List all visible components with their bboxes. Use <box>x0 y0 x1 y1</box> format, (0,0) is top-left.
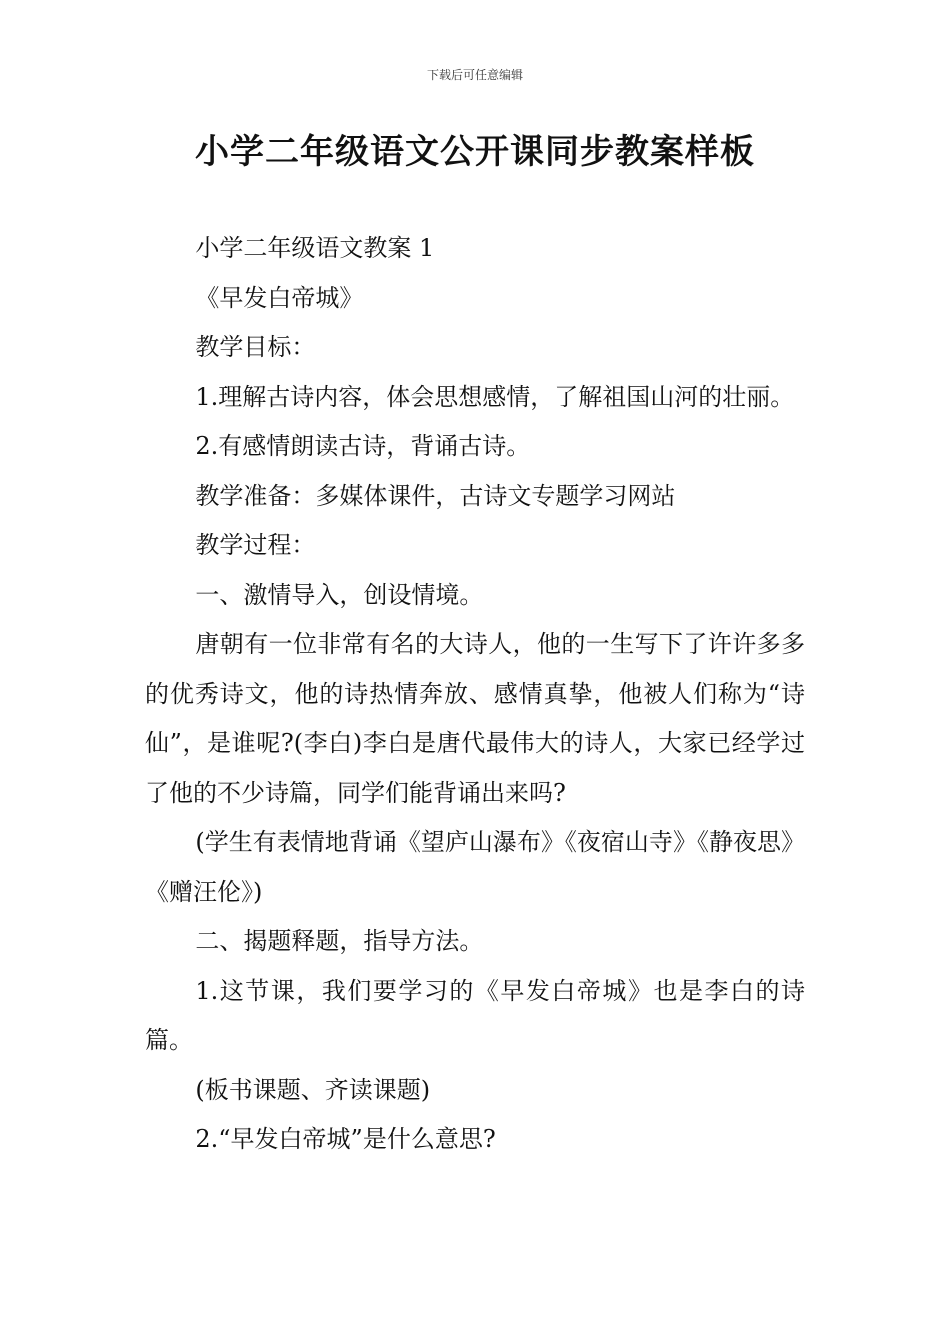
paragraph-poem-title: 《早发白帝城》 <box>195 283 364 312</box>
paragraph-process-label: 教学过程： <box>195 531 316 559</box>
paragraph-section-2-heading: 二、揭题释题，指导方法。 <box>195 927 484 955</box>
paragraph-preparation: 教学准备：多媒体课件，古诗文专题学习网站 <box>195 481 676 510</box>
paragraph-recitation-note: (学生有表情地背诵《望庐山瀑布》《夜宿山寺》《静夜思》《赠汪伦》) <box>145 828 805 906</box>
paragraph-lesson-heading: 小学二年级语文教案 1 <box>195 234 435 262</box>
document-body <box>145 224 805 1165</box>
paragraph-section-1-heading: 一、激情导入，创设情境。 <box>195 580 484 609</box>
paragraph-intro-text: 唐朝有一位非常有名的大诗人，他的一生写下了许许多多的优秀诗文，他的诗热情奔放、感情真挚，他被人们称为“诗仙”，是谁呢?(李白)李白是唐代最伟大的诗人，大家已经学过了他的不少诗篇，同学们能背诵出来吗? <box>145 630 805 807</box>
paragraph-objective-2: 2.有感情朗读古诗，背诵古诗。 <box>195 432 531 460</box>
paragraph-objectives-label: 教学目标： <box>195 333 316 361</box>
paragraph-board-note: (板书课题、齐读课题) <box>195 1075 431 1104</box>
document-title: 小学二年级语文公开课同步教案样板 <box>195 132 755 172</box>
header-note: 下载后可任意编辑 <box>426 68 523 82</box>
paragraph-objective-1: 1.理解古诗内容，体会思想感情，了解祖国山河的壮丽。 <box>195 382 795 411</box>
paragraph-step-2: 2.“早发白帝城”是什么意思? <box>195 1125 496 1153</box>
paragraph-step-1: 1.这节课，我们要学习的《早发白帝城》也是李白的诗篇。 <box>145 976 805 1054</box>
